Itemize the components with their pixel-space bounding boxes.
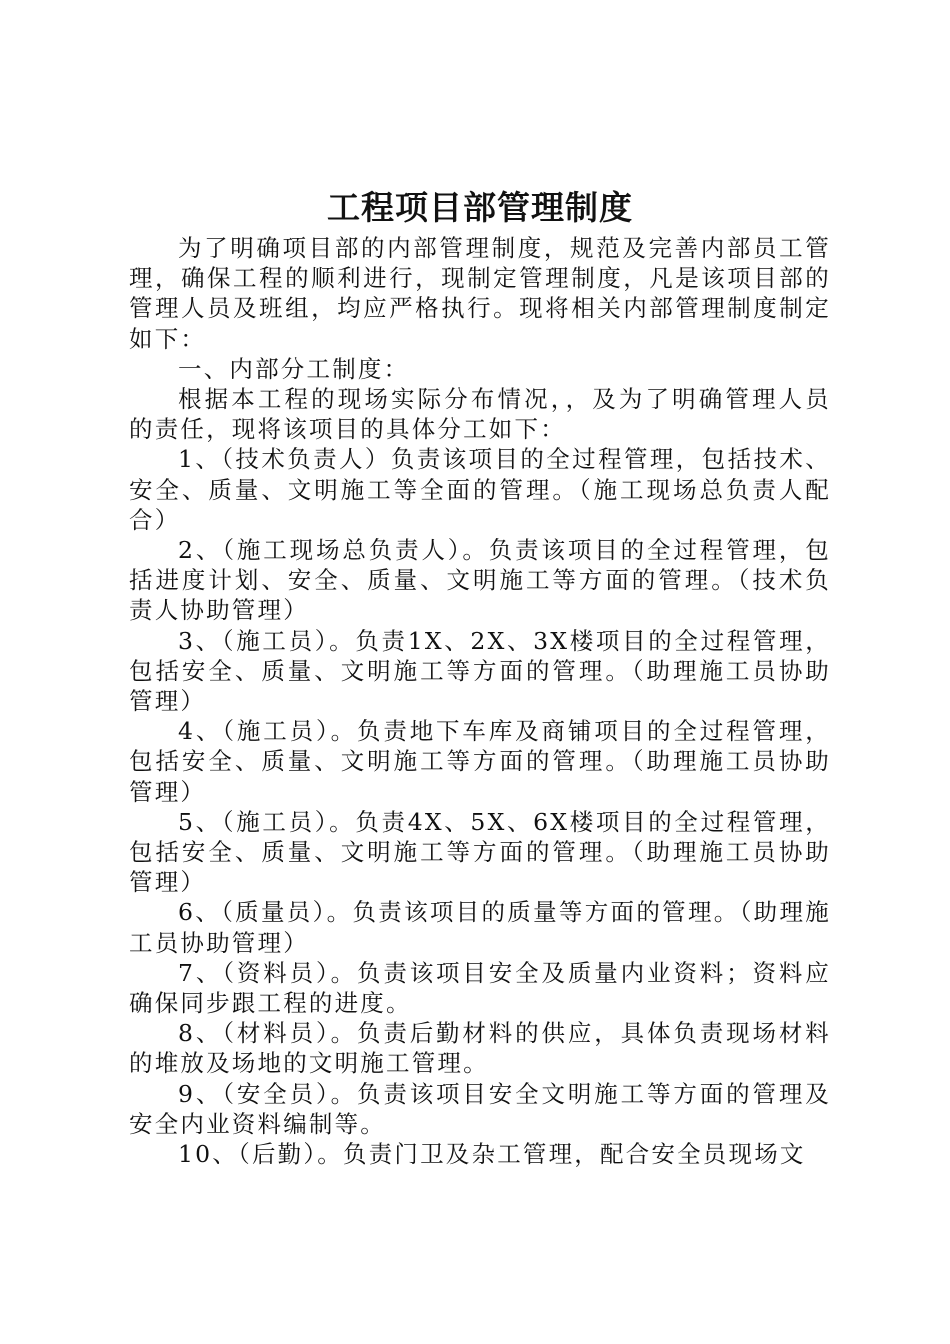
duty-item-8: 8、（材料员）。负责后勤材料的供应，具体负责现场材料的堆放及场地的文明施工管理。 bbox=[129, 1019, 831, 1078]
document-title: 工程项目部管理制度 bbox=[327, 188, 633, 227]
duty-item-6: 6、（质量员）。负责该项目的质量等方面的管理。（助理施工员协助管理） bbox=[129, 898, 831, 957]
duty-item-2: 2、（施工现场总负责人）。负责该项目的全过程管理，包括进度计划、安全、质量、文明施工等方面的管理。（技术负责人协助管理） bbox=[129, 536, 831, 625]
duty-item-1: 1、（技术负责人）负责该项目的全过程管理，包括技术、安全、质量、文明施工等全面的管理。（施工现场总负责人配合） bbox=[129, 445, 831, 534]
duty-item-5: 5、（施工员）。负责4X、5X、6X楼项目的全过程管理，包括安全、质量、文明施工等方面的管理。（助理施工员协助管理） bbox=[129, 807, 831, 897]
section-heading-internal-division: 一、内部分工制度： bbox=[178, 354, 410, 383]
intro-paragraph: 为了明确项目部的内部管理制度，规范及完善内部员工管理，确保工程的顺利进行，现制定管理制度，凡是该项目部的管理人员及班组，均应严格执行。现将相关内部管理制度制定如下： bbox=[129, 234, 831, 353]
duty-item-7: 7、（资料员）。负责该项目安全及质量内业资料；资料应确保同步跟工程的进度。 bbox=[129, 958, 831, 1018]
document-body bbox=[129, 233, 831, 1169]
duty-item-9: 9、（安全员）。负责该项目安全文明施工等方面的管理及安全内业资料编制等。 bbox=[129, 1079, 831, 1138]
duty-item-3: 3、（施工员）。负责1X、2X、3X楼项目的全过程管理，包括安全、质量、文明施工等方面的管理。（助理施工员协助管理） bbox=[129, 626, 831, 716]
division-intro-paragraph: 根据本工程的现场实际分布情况，，及为了明确管理人员的责任，现将该项目的具体分工如下： bbox=[129, 385, 831, 444]
duty-item-10: 10、（后勤）。负责门卫及杂工管理，配合安全员现场文 bbox=[178, 1140, 806, 1169]
duty-item-4: 4、（施工员）。负责地下车库及商铺项目的全过程管理，包括安全、质量、文明施工等方面的管理。（助理施工员协助管理） bbox=[129, 717, 831, 806]
